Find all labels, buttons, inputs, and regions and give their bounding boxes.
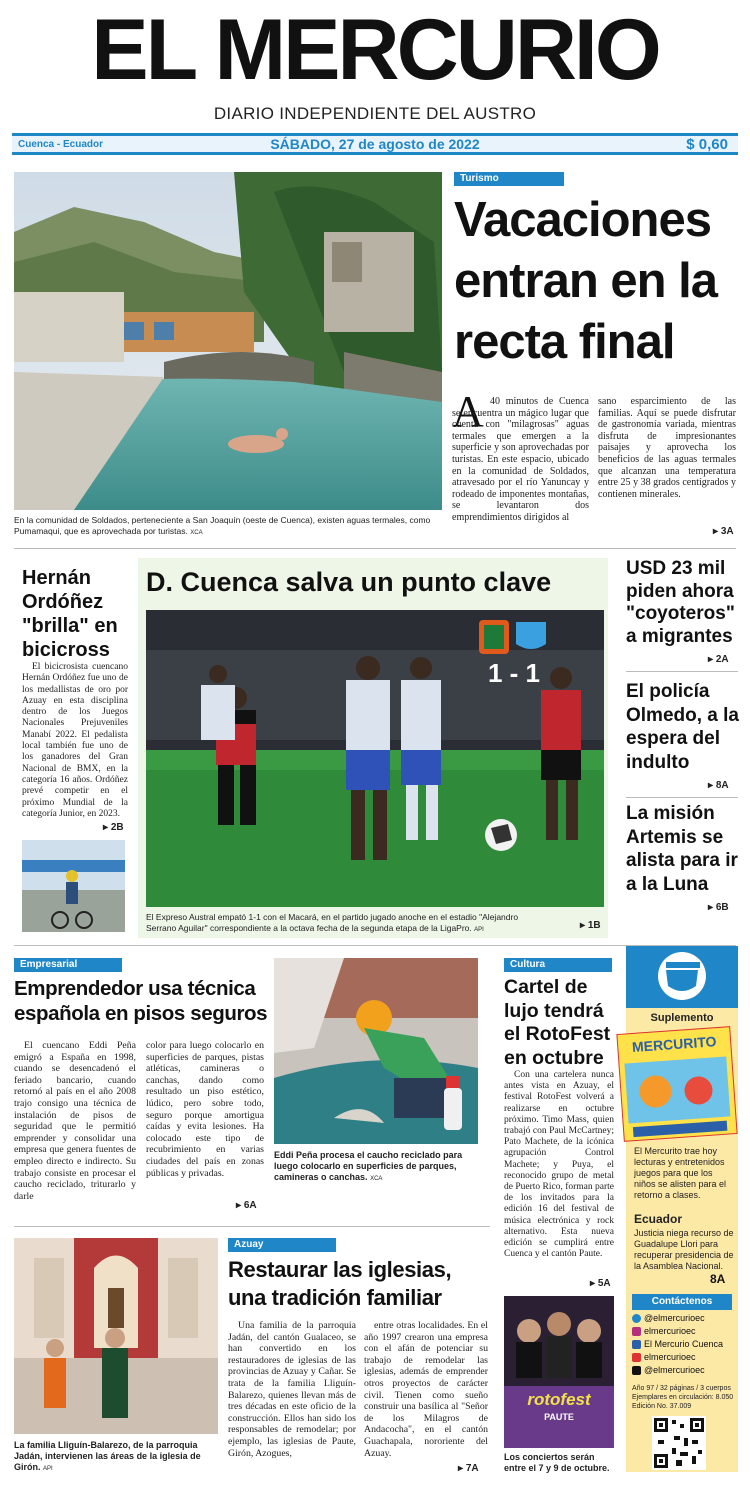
ecuador-head: Ecuador	[634, 1212, 683, 1226]
sports-score: 1 - 1	[487, 658, 541, 688]
dateline-date: SÁBADO, 27 de agosto de 2022	[270, 136, 480, 152]
business-caption: Eddi Peña procesa el caucho reciclado para luego colocarlo en superficies de parques, camineras o canchas. XCA	[274, 1150, 463, 1182]
culture-pageref: ▸ 5A	[590, 1278, 611, 1289]
contact-list	[632, 1312, 734, 1377]
divider	[626, 671, 738, 672]
bicicross-headline: Hernán Ordóñez "brilla" en bicicross	[22, 567, 118, 661]
twitter-icon	[632, 1314, 641, 1323]
section-tag-turismo: Turismo	[454, 172, 564, 186]
bicicross-photo	[22, 840, 125, 932]
culture-body: Con una cartelera nunca antes vista en Azuay, el festival RotoFest volverá a realizarse en octubre próximo. Timo Mass, quien trabajó con Paul McCartney; Pato Machete, de la icónica agrupación Control Machete; y Puya, el reconocido grupo de metal de Puerto Rico, forman parte de los invitados para la edición 16 del festival de música electrónica y rock alternativo. Esta nueva edición se cumplirá entre Cuenca y el cantón Paute.	[504, 1070, 615, 1260]
sports-pageref: ▸ 1B	[580, 920, 601, 931]
dateline-price: $ 0,60	[686, 136, 728, 153]
contact-header: Contáctenos	[632, 1294, 732, 1310]
lead-photo-hot-springs	[14, 172, 442, 510]
azuay-pageref: ▸ 7A	[458, 1463, 479, 1474]
church-caption: La familia Lliguín-Balarezo, de la parroquia Jadán, intervienen las áreas de la iglesia de Girón. API	[14, 1440, 201, 1472]
ecuador-pageref: 8A	[710, 1272, 726, 1286]
lead-headline: Vacaciones entran en la recta final	[454, 193, 718, 369]
azuay-body-col1: Una familia de la parroquia Jadán, del cantón Gualaceo, se han convertido en los restauradores de iglesias de las provincias de Azuay y Cañar. Se trata de la familia Lliguín-Balarezo, quienes llevan más de tres décadas en este oficio de la construcción. Ellos han sido los responsables de remodelar; por ejemplo, las iglesias de Paute, Girón, Azogues,	[228, 1320, 356, 1459]
supplement-label: Suplemento	[650, 1012, 714, 1024]
brief-coyoteros-headline: USD 23 mil piden ahora "coyoteros" a migrantes	[626, 558, 735, 647]
business-pageref: ▸ 6A	[236, 1200, 257, 1211]
lead-dropcap: A	[452, 387, 484, 436]
masthead-tagline: DIARIO INDEPENDIENTE DEL AUSTRO	[213, 104, 537, 123]
brief-artemis-headline: La misión Artemis se alista para ir a la Luna	[626, 803, 738, 895]
sidebar-icon-box	[626, 946, 738, 1008]
ecuador-text: Justicia niega recurso de Guadalupe Llori para recuperar presidencia de la Asamblea Nacional.	[634, 1228, 734, 1271]
rotofest-poster	[504, 1296, 614, 1448]
qr-code[interactable]	[652, 1416, 706, 1470]
facebook-icon	[632, 1340, 641, 1349]
section-tag-empresarial: Empresarial	[14, 958, 122, 972]
supplement-cover	[616, 1026, 737, 1142]
azuay-body-col2: entre otras localidades. En el año 1997 crearon una empresa con el afán de potenciar su trabajo de remodelar las iglesias, además de emprender otros proyectos de carácter civil. Tienen como sueño construir una basílica al "Señor de los Milagros de Andacocha", en el cantón Guachapala, nororiente del Azuay.	[364, 1320, 488, 1459]
azuay-headline: Restaurar las iglesias, una tradición familiar	[228, 1257, 452, 1310]
church-photo	[14, 1238, 218, 1434]
caption-credit: XCA	[190, 530, 203, 536]
business-headline: Emprendedor usa técnica española en pisos seguros	[14, 977, 268, 1025]
poster-subtitle: PAUTE	[544, 1412, 574, 1422]
lead-body-col1: 40 minutos de Cuenca se encuentra un mágico lugar que cuenta con "milagrosas" aguas termales que emergen a la superficie y son aprovechadas por turistas. En este espacio, ubicado en la comunidad de Soldados, atravesado por el río Yanuncay y rodeado de imponentes montañas, se levantaron dos emprendimientos dirigidos al	[452, 396, 589, 523]
supplement-text: El Mercurito trae hoy lecturas y entretenidos juegos para que los niños se alisten para el retorno a clases.	[634, 1146, 727, 1200]
youtube-icon	[632, 1353, 641, 1362]
divider	[626, 797, 738, 798]
lead-photo-caption: En la comunidad de Soldados, perteneciente a San Joaquín (oeste de Cuenca), existen aguas termales, como Pumamaqui, que es aprovechada por turistas. XCA	[14, 515, 431, 536]
brief-coyoteros-pageref: ▸ 2A	[708, 654, 729, 665]
contact-item[interactable]: El Mercurio Cuenca	[632, 1338, 734, 1351]
culture-headline: Cartel de lujo tendrá el RotoFest en octubre	[504, 976, 611, 1069]
contact-item[interactable]: @elmercurioec	[632, 1312, 734, 1325]
brief-artemis-pageref: ▸ 6B	[708, 902, 729, 913]
dateline-location: Cuenca - Ecuador	[18, 139, 104, 150]
edition-info: Año 97 / 32 páginas / 3 cuerpos Ejemplares en circulación: 8.050 Edición No. 37.009	[632, 1385, 734, 1410]
tiktok-icon	[632, 1366, 641, 1375]
contact-item[interactable]: elmercurioec	[632, 1325, 734, 1338]
divider	[14, 548, 736, 549]
divider	[14, 1226, 490, 1227]
sports-photo-match	[146, 610, 604, 907]
instagram-icon	[632, 1327, 641, 1336]
sports-caption: El Expreso Austral empató 1-1 con el Macará, en el partido jugado anoche en el estadio "Alejandro Serrano Aguilar" correspondiente a la octava fecha de la segunda etapa de la LigaPro. API	[146, 912, 519, 933]
rotofest-caption: Los conciertos serán entre el 7 y 9 de octubre.	[504, 1452, 610, 1473]
business-photo-worker	[274, 958, 478, 1144]
masthead-title: EL MERCURIO	[91, 2, 659, 98]
lead-body-col2: sano esparcimiento de las familias. Aquí se puede disfrutar de gastronomía variada, mientras disfruta de impresionantes paisajes y aprovecha los beneficios de las aguas termales que alcanzan una temperatura entre 25 y 38 grados centígrados y contienen minerales.	[598, 396, 736, 500]
poster-title: rotofest	[527, 1390, 591, 1409]
lead-pageref: ▸ 3A	[713, 526, 734, 537]
business-body-col2: color para luego colocarlo en superficies de parques, pistas atléticas, camineras o canchas, dando como resultado un piso estético, lúdico, pero sobre todo, seguro porque amortigua caídas y evita lesiones. Ha colocado este tipo de recubrimiento en varias ciudades del país en zonas públicas y privadas.	[146, 1040, 264, 1179]
bicicross-body: El bicicrosista cuencano Hernán Ordóñez fue uno de los medallistas de oro por Azuay en esta disciplina dentro de los Juegos Nacionales Prejuveniles Manabí 2022. El pedalista local también fue uno de los ganadores del Gran Nacional de BMX, en la categoría 16 años. Ordóñez prevé competir en el próximo Mundial de la categoría Junior, en 2023.	[22, 662, 128, 819]
section-tag-cultura: Cultura	[504, 958, 612, 972]
contact-item[interactable]: @elmercurioec	[632, 1364, 734, 1377]
brief-olmedo-headline: El policía Olmedo, a la espera del indulto	[626, 681, 739, 773]
newspaper-head-icon	[626, 946, 738, 1008]
contact-item[interactable]: elmercurioec	[632, 1351, 734, 1364]
business-body-col1: El cuencano Eddi Peña emigró a España en 1998, cuando se desencadenó el feriado bancario, cuando retornó al país en el año 2008 trajo consigo una técnica de instalación de pisos de seguridad que le permitió emprender y consolidar una empresa que genera fuentes de empleo directo e indirecto. Su trabajo consiste en procesar el caucho reciclado, triturarlo y darle	[14, 1040, 136, 1202]
supplement-title: MERCURITO	[631, 1033, 717, 1056]
sports-headline: D. Cuenca salva un punto clave	[146, 567, 552, 597]
section-tag-azuay: Azuay	[228, 1238, 336, 1252]
brief-olmedo-pageref: ▸ 8A	[708, 780, 729, 791]
bicicross-pageref: ▸ 2B	[103, 822, 124, 833]
